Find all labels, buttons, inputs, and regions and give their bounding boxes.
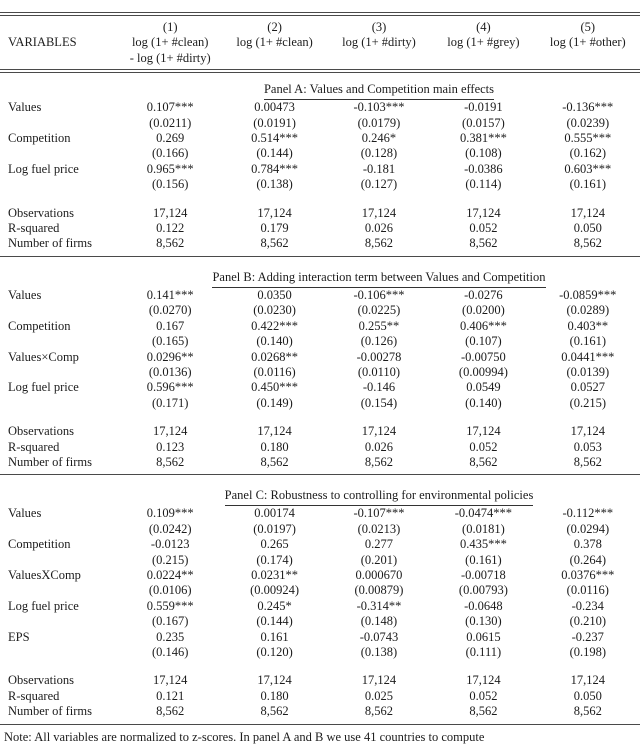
- coef-se: (0.0136): [148, 364, 192, 379]
- column-number: (1): [162, 20, 178, 34]
- coef-value: 0.246*: [361, 131, 397, 146]
- coef-value: -0.106***: [353, 287, 405, 302]
- coef-value: 0.265: [260, 537, 289, 552]
- table-row: [0, 319, 640, 334]
- panel-title: Panel C: Robustness to controlling for environmental policies: [225, 487, 534, 506]
- table-note: Note: All variables are normalized to z-scores. In panel A and B we use 41 countries to compute: [4, 729, 485, 744]
- table-row: [0, 116, 640, 131]
- coef-value: 0.0350: [257, 287, 292, 302]
- coef-se: (0.0191): [253, 115, 296, 130]
- coef-value: -0.0191: [464, 100, 503, 115]
- coef-se: (0.144): [256, 146, 293, 161]
- stat-value: 8,562: [156, 236, 185, 251]
- coef-se: (0.0106): [148, 583, 192, 598]
- column-number: (5): [580, 20, 596, 34]
- stat-value: 17,124: [153, 205, 188, 220]
- coef-se: (0.174): [256, 552, 293, 567]
- coef-se: (0.154): [360, 395, 398, 410]
- coef-value: 0.00473: [254, 100, 295, 115]
- table-row: [0, 553, 640, 568]
- row-label: Competition: [8, 537, 71, 552]
- table-row: [0, 365, 640, 380]
- coef-value: 0.109***: [146, 506, 194, 521]
- coef-value: 0.000670: [355, 567, 403, 582]
- coef-value: 0.422***: [251, 318, 299, 333]
- column-sublabel: - log (1+ #dirty): [129, 50, 211, 65]
- stat-value: 8,562: [573, 454, 602, 469]
- coef-se: (0.165): [151, 334, 189, 349]
- coef-value: 0.0376***: [561, 567, 615, 582]
- stat-value: 8,562: [573, 236, 602, 251]
- row-label: Values×Comp: [8, 349, 79, 364]
- stat-value: 8,562: [469, 454, 498, 469]
- coef-value: -0.0859***: [559, 287, 617, 302]
- coef-se: (0.161): [569, 177, 607, 192]
- coef-se: (0.00994): [458, 364, 508, 379]
- stat-value: 0.180: [260, 439, 289, 454]
- row-label: Log fuel price: [8, 380, 79, 395]
- coef-value: -0.234: [571, 598, 604, 613]
- stat-value: 17,124: [466, 205, 501, 220]
- table-row: [0, 221, 640, 236]
- stat-value: 17,124: [361, 205, 397, 220]
- stat-value: 0.026: [364, 221, 394, 236]
- column-number: (2): [267, 20, 282, 34]
- coef-value: -0.136***: [562, 100, 614, 115]
- coef-se: (0.120): [256, 645, 293, 659]
- coef-value: 0.235: [156, 629, 185, 644]
- stat-value: 0.050: [573, 221, 602, 236]
- panel-title-row: [118, 80, 640, 100]
- coef-value: -0.0648: [464, 598, 503, 613]
- empty-cell: [0, 645, 118, 660]
- coef-value: 0.378: [573, 537, 602, 552]
- coef-se: (0.111): [465, 645, 502, 659]
- table-header: [0, 16, 640, 69]
- coef-se: (0.0225): [357, 303, 401, 318]
- panel-b: [0, 257, 640, 475]
- stat-label: R-squared: [8, 688, 60, 703]
- stat-value: 17,124: [257, 673, 292, 688]
- table-row: [0, 630, 640, 645]
- coef-se: (0.215): [569, 395, 607, 410]
- stat-value: 8,562: [156, 454, 185, 469]
- panel-title: Panel B: Adding interaction term between Values and Competition: [212, 269, 545, 288]
- stat-label: Number of firms: [8, 236, 93, 251]
- coef-se: (0.140): [465, 395, 502, 410]
- coef-value: 0.559***: [146, 598, 194, 613]
- table-row: [0, 288, 640, 303]
- row-label: Values: [8, 287, 42, 302]
- stat-value: 0.121: [156, 688, 185, 703]
- coef-se: (0.148): [360, 614, 398, 629]
- column-sublabel: [431, 51, 535, 66]
- column-number: (4): [476, 20, 491, 34]
- empty-cell: [0, 614, 118, 629]
- table-row: [0, 162, 640, 177]
- coef-se: (0.138): [360, 645, 398, 659]
- row-label: Log fuel price: [8, 161, 79, 176]
- coef-se: (0.161): [569, 334, 607, 349]
- table-row: [0, 334, 640, 349]
- stat-label: R-squared: [8, 439, 60, 454]
- empty-cell: [0, 365, 118, 380]
- coef-value: -0.146: [362, 380, 396, 395]
- stat-value: 8,562: [260, 704, 289, 719]
- table-row: [0, 131, 640, 146]
- coef-value: 0.381***: [459, 131, 507, 146]
- coef-se: (0.210): [569, 614, 607, 629]
- table-row: [0, 455, 640, 470]
- stat-label: Observations: [8, 673, 74, 688]
- coef-value: -0.314**: [356, 598, 402, 613]
- stat-value: 17,124: [361, 424, 397, 439]
- panel-spacer: [0, 660, 640, 673]
- table-row: [0, 303, 640, 318]
- coef-se: (0.127): [360, 177, 398, 192]
- empty-cell: [0, 116, 118, 131]
- coef-se: (0.00793): [458, 583, 508, 598]
- table-row: [0, 583, 640, 598]
- stat-value: 8,562: [469, 236, 498, 251]
- coef-value: 0.965***: [146, 161, 194, 176]
- coef-value: -0.00718: [460, 567, 506, 582]
- coef-se: (0.0110): [357, 364, 401, 379]
- stat-value: 8,562: [364, 236, 394, 251]
- column-label: log (1+ #dirty): [342, 35, 416, 50]
- coef-value: 0.0615: [466, 629, 501, 644]
- stat-value: 8,562: [260, 236, 289, 251]
- coef-se: (0.0294): [566, 521, 610, 536]
- stat-value: 0.026: [364, 439, 394, 454]
- table-row: [0, 704, 640, 719]
- panels-container: [0, 73, 640, 724]
- coef-se: (0.108): [465, 146, 502, 161]
- coef-value: -0.0276: [464, 287, 503, 302]
- stat-value: 17,124: [153, 673, 188, 688]
- coef-value: 0.141***: [146, 287, 194, 302]
- column-sublabel: [536, 51, 640, 66]
- table-row: [0, 689, 640, 704]
- coef-value: -0.103***: [353, 100, 405, 115]
- coef-se: (0.0116): [253, 364, 296, 379]
- panel-title: Panel A: Values and Competition main effects: [264, 81, 494, 100]
- coef-se: (0.0270): [148, 303, 192, 318]
- column-sublabels-row: [0, 51, 640, 66]
- column-label: log (1+ #grey): [447, 35, 520, 50]
- column-number: (3): [371, 20, 387, 34]
- stat-value: 8,562: [156, 704, 185, 719]
- coef-se: (0.149): [256, 395, 293, 410]
- coef-se: (0.00879): [354, 583, 404, 598]
- empty-cell: [0, 522, 118, 537]
- row-label: Competition: [8, 131, 71, 146]
- column-label: log (1+ #other): [549, 35, 626, 50]
- coef-value: 0.245*: [257, 598, 292, 613]
- coef-value: 0.00174: [254, 506, 295, 521]
- stat-value: 8,562: [364, 454, 394, 469]
- table-row: [0, 673, 640, 688]
- empty-cell: [0, 583, 118, 598]
- coef-value: 0.435***: [459, 537, 507, 552]
- table-row: [0, 568, 640, 583]
- coef-value: -0.112***: [562, 506, 614, 521]
- coef-value: -0.237: [571, 629, 604, 644]
- coef-value: 0.514***: [251, 131, 299, 146]
- coef-value: 0.269: [156, 131, 185, 146]
- coef-value: 0.403**: [567, 318, 609, 333]
- stat-value: 8,562: [469, 704, 498, 719]
- stat-value: 17,124: [361, 673, 397, 688]
- coef-value: -0.0743: [359, 629, 399, 644]
- coef-value: 0.0268**: [251, 349, 299, 364]
- coef-se: (0.130): [465, 614, 502, 629]
- empty-cell: [0, 177, 118, 192]
- empty-cell: [0, 334, 118, 349]
- coef-value: 0.603***: [564, 161, 612, 176]
- panel-c: [0, 475, 640, 724]
- coef-value: 0.107***: [146, 100, 194, 115]
- stat-value: 17,124: [570, 205, 605, 220]
- stat-value: 17,124: [466, 673, 501, 688]
- stat-value: 0.052: [469, 688, 498, 703]
- table-row: [0, 396, 640, 411]
- coef-se: (0.140): [256, 334, 293, 349]
- table-row: [0, 424, 640, 439]
- table-row: [0, 537, 640, 552]
- stat-value: 0.052: [469, 221, 498, 236]
- coef-se: (0.0179): [357, 115, 401, 130]
- stat-value: 0.052: [469, 439, 498, 454]
- coef-se: (0.107): [465, 334, 502, 349]
- coef-se: (0.215): [151, 552, 189, 567]
- coef-value: -0.00750: [460, 349, 506, 364]
- coef-value: -0.0123: [150, 537, 190, 552]
- column-label: log (1+ #clean): [236, 35, 313, 50]
- coef-se: (0.0139): [566, 364, 610, 379]
- coef-value: -0.0474***: [454, 506, 513, 521]
- table-row: [0, 177, 640, 192]
- coef-value: -0.107***: [353, 506, 405, 521]
- table-row: [0, 522, 640, 537]
- column-labels-row: [0, 35, 640, 50]
- stat-value: 17,124: [153, 424, 188, 439]
- table-row: [0, 645, 640, 660]
- row-label: Log fuel price: [8, 598, 79, 613]
- stat-value: 8,562: [364, 704, 394, 719]
- coef-value: -0.181: [362, 161, 396, 176]
- coef-value: 0.255**: [358, 318, 400, 333]
- empty-cell: [0, 303, 118, 318]
- coef-se: (0.156): [151, 177, 189, 192]
- coef-se: (0.126): [360, 334, 398, 349]
- table-row: [0, 100, 640, 115]
- table-row: [0, 614, 640, 629]
- column-sublabel: [222, 51, 326, 66]
- coef-se: (0.167): [151, 614, 189, 629]
- coef-se: (0.0289): [566, 303, 610, 318]
- coef-se: (0.201): [360, 552, 398, 567]
- row-label: Values: [8, 100, 42, 115]
- coef-se: (0.138): [256, 177, 293, 192]
- column-sublabel: [327, 51, 431, 66]
- coef-se: (0.0211): [149, 115, 192, 130]
- coef-value: 0.0296**: [146, 349, 194, 364]
- table-row: [0, 440, 640, 455]
- row-label: Values: [8, 506, 42, 521]
- variables-label: VARIABLES: [8, 35, 77, 50]
- coef-value: 0.0224**: [146, 567, 194, 582]
- stat-value: 0.122: [156, 221, 185, 236]
- stat-value: 0.179: [260, 221, 289, 236]
- coef-se: (0.144): [256, 614, 293, 629]
- stat-label: Number of firms: [8, 704, 93, 719]
- coef-se: (0.161): [465, 552, 502, 567]
- coef-value: 0.406***: [459, 318, 507, 333]
- stat-label: R-squared: [8, 221, 60, 236]
- table-row: [0, 146, 640, 161]
- coef-se: (0.0230): [253, 303, 296, 318]
- coef-value: 0.277: [364, 537, 394, 552]
- coef-value: 0.161: [260, 629, 289, 644]
- stat-value: 0.025: [364, 688, 394, 703]
- column-label: log (1+ #clean): [131, 35, 209, 50]
- empty-cell: [0, 396, 118, 411]
- coef-se: (0.171): [151, 395, 189, 410]
- stat-value: 17,124: [257, 424, 292, 439]
- coef-se: (0.0200): [462, 303, 505, 318]
- coef-se: (0.0181): [462, 521, 505, 536]
- stat-value: 0.053: [573, 439, 602, 454]
- coef-se: (0.0239): [566, 115, 610, 130]
- coef-se: (0.264): [569, 552, 607, 567]
- coef-value: -0.0386: [464, 161, 503, 176]
- table-row: [0, 506, 640, 521]
- stat-value: 8,562: [573, 704, 602, 719]
- table-row: [0, 236, 640, 251]
- coef-se: (0.114): [465, 177, 502, 192]
- coef-value: 0.167: [156, 318, 185, 333]
- coef-value: 0.450***: [251, 380, 299, 395]
- coef-se: (0.128): [360, 146, 398, 161]
- coef-value: -0.00278: [356, 349, 402, 364]
- coef-se: (0.0116): [566, 583, 609, 598]
- table-row: [0, 350, 640, 365]
- coef-value: 0.555***: [564, 131, 612, 146]
- coef-se: (0.166): [151, 146, 189, 161]
- stat-label: Number of firms: [8, 454, 93, 469]
- panel-title-row: [118, 486, 640, 506]
- coef-se: (0.0197): [253, 521, 296, 536]
- coef-value: 0.0527: [570, 380, 605, 395]
- stat-value: 0.050: [573, 688, 602, 703]
- coef-value: 0.0441***: [561, 349, 615, 364]
- row-label: EPS: [8, 629, 30, 644]
- row-label: Competition: [8, 318, 71, 333]
- coef-se: (0.00924): [250, 583, 300, 598]
- stat-value: 0.180: [260, 688, 289, 703]
- stat-value: 17,124: [570, 424, 605, 439]
- coef-se: (0.0157): [462, 115, 505, 130]
- stat-label: Observations: [8, 424, 74, 439]
- table-row: [0, 380, 640, 395]
- empty-cell: [0, 20, 118, 35]
- stat-value: 17,124: [257, 205, 292, 220]
- table-row: [0, 206, 640, 221]
- empty-cell: [0, 553, 118, 568]
- coef-se: (0.146): [151, 645, 189, 659]
- panel-title-row: [118, 268, 640, 288]
- panel-spacer: [0, 193, 640, 206]
- stat-value: 17,124: [570, 673, 605, 688]
- table-row: [0, 599, 640, 614]
- stat-value: 17,124: [466, 424, 501, 439]
- stat-value: 0.123: [156, 439, 185, 454]
- panel-spacer: [0, 411, 640, 424]
- coef-value: 0.784***: [251, 161, 299, 176]
- coef-se: (0.198): [569, 645, 607, 659]
- stat-value: 8,562: [260, 454, 289, 469]
- coef-value: 0.596***: [146, 380, 194, 395]
- stat-label: Observations: [8, 205, 74, 220]
- coef-se: (0.162): [569, 146, 607, 161]
- empty-cell: [0, 146, 118, 161]
- panel-a: [0, 73, 640, 257]
- row-label: ValuesXComp: [8, 567, 81, 582]
- coef-value: 0.0549: [466, 380, 501, 395]
- coef-se: (0.0213): [357, 521, 401, 536]
- coef-se: (0.0242): [148, 521, 192, 536]
- coef-value: 0.0231**: [251, 567, 299, 582]
- empty-cell: [0, 51, 118, 66]
- column-numbers-row: [0, 20, 640, 35]
